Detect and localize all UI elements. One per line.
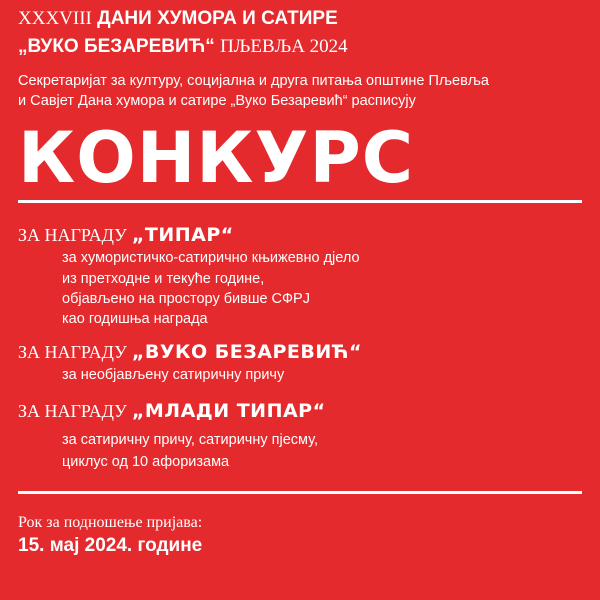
deadline-date: 15. мај 2024. године: [18, 535, 203, 556]
festival-name: ДАНИ ХУМОРА И САТИРЕ: [97, 8, 338, 29]
award-tipar-desc-3: објављено на простору бивше СФРЈ: [62, 291, 310, 307]
award-tipar-desc-2: из претходне и текуће године,: [62, 271, 265, 287]
divider-top: [18, 200, 582, 203]
intro-line-2: и Савјет Дана хумора и сатире „Вуко Безаревић“ расписују: [18, 93, 416, 109]
award-name: „ТИПАР“: [131, 224, 234, 246]
award-name: „ВУКО БЕЗАРЕВИЋ“: [131, 341, 362, 363]
edition-number: XXXVIII: [18, 8, 92, 29]
intro-line-1: Секретаријат за културу, социјална и друга питања општине Пљевља: [18, 73, 489, 89]
award-name: „МЛАДИ ТИПАР“: [131, 400, 326, 422]
festival-title-line2: [18, 36, 348, 58]
award-mladi-tipar-desc-2: циклус од 10 афоризама: [62, 454, 230, 470]
divider-bottom: [18, 491, 582, 494]
award-mladi-tipar-heading: [18, 400, 326, 422]
award-mladi-tipar-desc-1: за сатиричну причу, сатиричну пјесму,: [62, 432, 318, 448]
page-title: КОНКУРС: [18, 117, 415, 199]
award-tipar-desc-1: за хумористичко-сатирично књижевно дјело: [62, 250, 360, 266]
award-prefix: ЗА НАГРАДУ: [18, 401, 127, 421]
festival-place-year: ПЉЕВЉА 2024: [220, 36, 348, 57]
award-vuko-desc-1: за необјављену сатиричну причу: [62, 367, 285, 383]
award-prefix: ЗА НАГРАДУ: [18, 225, 127, 245]
festival-honoree: „ВУКО БЕЗАРЕВИЋ“: [18, 36, 215, 57]
award-tipar-heading: [18, 224, 234, 246]
deadline-label: Рок за подношење пријава:: [18, 514, 203, 531]
award-vuko-heading: [18, 341, 362, 363]
award-prefix: ЗА НАГРАДУ: [18, 342, 127, 362]
festival-title-line1: [18, 8, 338, 30]
award-tipar-desc-4: као годишња награда: [62, 311, 208, 327]
